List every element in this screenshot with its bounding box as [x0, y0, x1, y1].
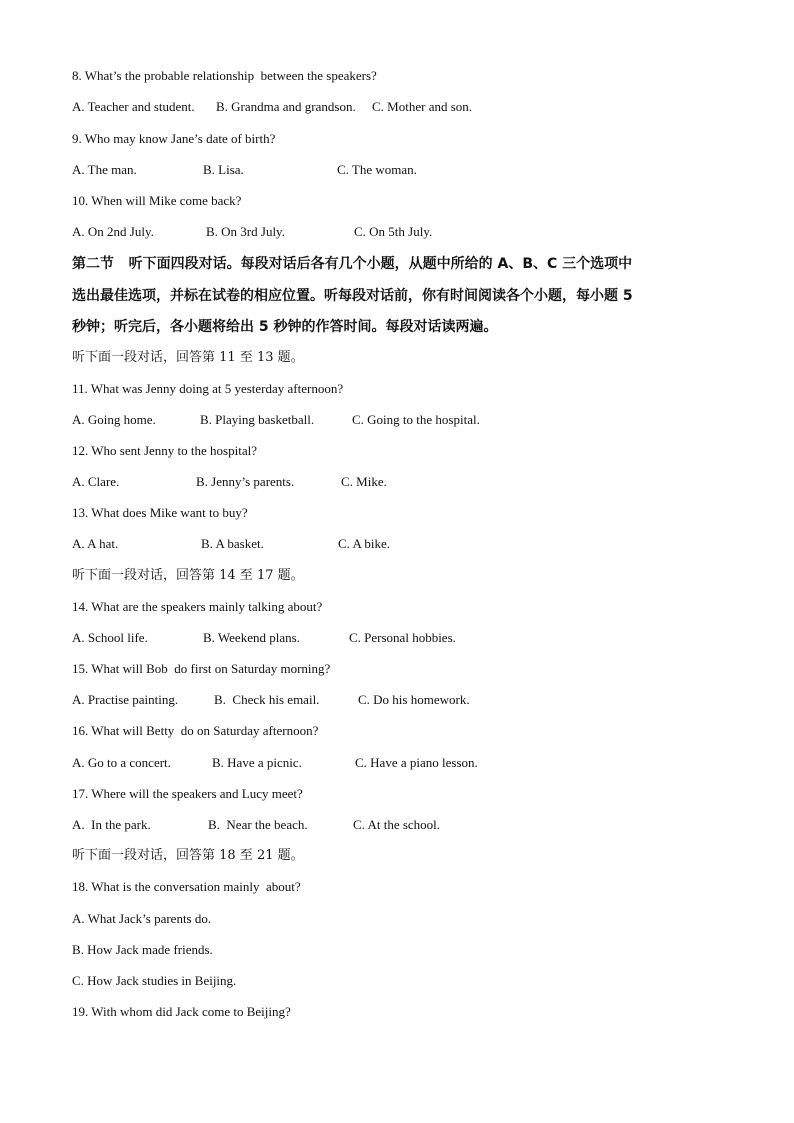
question-16-option-c: C. Have a piano lesson. — [355, 755, 478, 770]
section-2-instructions-line-1: 第二节 听下面四段对话。每段对话后各有几个小题，从题中所给的 A、B、C 三个选项中 — [72, 256, 633, 272]
question-17-stem: 17. Where will the speakers and Lucy meet? — [72, 786, 303, 801]
question-16-option-b: B. Have a picnic. — [212, 755, 302, 770]
question-9-option-b: B. Lisa. — [203, 162, 244, 177]
question-16-stem: 16. What will Betty do on Saturday afternoon? — [72, 723, 319, 738]
question-17-option-c: C. At the school. — [353, 817, 441, 832]
question-10-option-a: A. On 2nd July. — [72, 224, 154, 239]
question-14-option-a: A. School life. — [72, 630, 148, 645]
question-19-stem: 19. With whom did Jack come to Beijing? — [72, 1004, 291, 1019]
dialogue-intro-14-17: 听下面一段对话，回答第 14 至 17 题。 — [72, 568, 304, 583]
question-9-option-a: A. The man. — [72, 162, 137, 177]
section-2-instructions-line-3: 秒钟；听完后，各小题将给出 5 秒钟的作答时间。每段对话读两遍。 — [72, 319, 498, 335]
question-10-option-c: C. On 5th July. — [354, 224, 433, 239]
question-18-option-c: C. How Jack studies in Beijing. — [72, 973, 237, 988]
question-8-option-a: A. Teacher and student. — [72, 99, 195, 114]
question-12-option-c: C. Mike. — [341, 474, 387, 489]
question-18-stem: 18. What is the conversation mainly about? — [72, 879, 301, 894]
question-12-stem: 12. Who sent Jenny to the hospital? — [72, 443, 257, 458]
question-9-stem: 9. Who may know Jane’s date of birth? — [72, 131, 276, 146]
question-11-option-a: A. Going home. — [72, 412, 156, 427]
question-10-stem: 10. When will Mike come back? — [72, 193, 242, 208]
question-13-option-b: B. A basket. — [201, 536, 264, 551]
question-14-stem: 14. What are the speakers mainly talking about? — [72, 599, 323, 614]
question-12-option-b: B. Jenny’s parents. — [196, 474, 295, 489]
question-15-stem: 15. What will Bob do first on Saturday morning? — [72, 661, 331, 676]
question-16-option-a: A. Go to a concert. — [72, 755, 171, 770]
question-8-option-c: C. Mother and son. — [372, 99, 473, 114]
question-14-option-b: B. Weekend plans. — [203, 630, 300, 645]
dialogue-intro-18-21: 听下面一段对话，回答第 18 至 21 题。 — [72, 848, 304, 863]
question-10-option-b: B. On 3rd July. — [206, 224, 285, 239]
question-17-option-a: A. In the park. — [72, 817, 151, 832]
question-8-option-b: B. Grandma and grandson. — [216, 99, 356, 114]
question-13-stem: 13. What does Mike want to buy? — [72, 505, 248, 520]
section-2-instructions-line-2: 选出最佳选项，并标在试卷的相应位置。听每段对话前，你有时间阅读各个小题，每小题 5 — [72, 288, 633, 304]
question-13-option-a: A. A hat. — [72, 536, 119, 551]
question-9-option-c: C. The woman. — [337, 162, 417, 177]
question-12-option-a: A. Clare. — [72, 474, 120, 489]
dialogue-intro-11-13: 听下面一段对话，回答第 11 至 13 题。 — [72, 350, 304, 365]
question-13-option-c: C. A bike. — [338, 536, 391, 551]
question-18-option-b: B. How Jack made friends. — [72, 942, 213, 957]
question-11-stem: 11. What was Jenny doing at 5 yesterday afternoon? — [72, 381, 344, 396]
question-15-option-b: B. Check his email. — [214, 692, 320, 707]
question-15-option-a: A. Practise painting. — [72, 692, 179, 707]
question-11-option-c: C. Going to the hospital. — [352, 412, 480, 427]
question-17-option-b: B. Near the beach. — [208, 817, 308, 832]
question-11-option-b: B. Playing basketball. — [200, 412, 315, 427]
question-18-option-a: A. What Jack’s parents do. — [72, 911, 212, 926]
question-15-option-c: C. Do his homework. — [358, 692, 470, 707]
question-8-stem: 8. What’s the probable relationship between the speakers? — [72, 68, 377, 83]
question-14-option-c: C. Personal hobbies. — [349, 630, 456, 645]
